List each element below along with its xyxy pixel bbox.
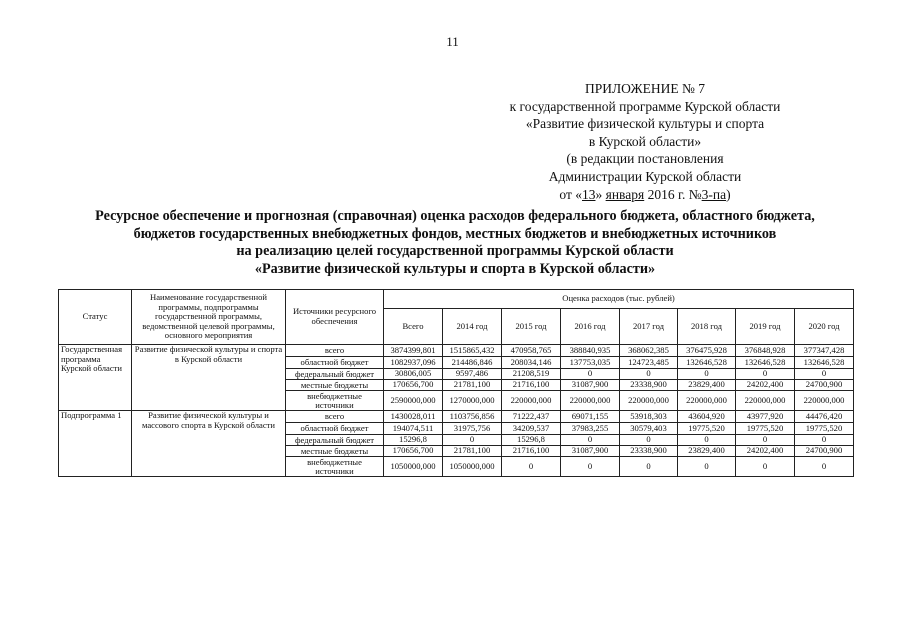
header-year: Всего bbox=[384, 309, 443, 345]
value-cell: 208034,146 bbox=[502, 357, 561, 369]
value-cell: 1515865,432 bbox=[443, 345, 502, 357]
source-cell: областной бюджет bbox=[286, 357, 384, 369]
status-cell: Государственная программа Курской области bbox=[59, 345, 132, 411]
header-year: 2019 год bbox=[736, 309, 795, 345]
source-cell: федеральный бюджет bbox=[286, 369, 384, 380]
header-year: 2014 год bbox=[443, 309, 502, 345]
value-cell: 0 bbox=[561, 457, 620, 477]
value-cell: 0 bbox=[561, 369, 620, 380]
value-cell: 23338,900 bbox=[620, 446, 678, 457]
value-cell: 0 bbox=[795, 457, 854, 477]
title-line: бюджетов государственных внебюджетных фондов, местных бюджетов и внебюджетных источников bbox=[133, 225, 777, 242]
value-cell: 24700,900 bbox=[795, 380, 854, 391]
header-source: Источники ресурсного обеспечения bbox=[286, 290, 384, 345]
value-cell: 0 bbox=[561, 435, 620, 446]
source-cell: местные бюджеты bbox=[286, 446, 384, 457]
date-suffix: ) bbox=[726, 186, 731, 202]
value-cell: 388840,935 bbox=[561, 345, 620, 357]
value-cell: 31087,900 bbox=[561, 446, 620, 457]
value-cell: 71222,437 bbox=[502, 411, 561, 423]
date-number: 3-па bbox=[701, 186, 727, 202]
value-cell: 0 bbox=[736, 369, 795, 380]
status-cell: Подпрограмма 1 bbox=[59, 411, 132, 477]
value-cell: 376475,928 bbox=[678, 345, 736, 357]
value-cell: 24202,400 bbox=[736, 380, 795, 391]
value-cell: 0 bbox=[443, 435, 502, 446]
value-cell: 0 bbox=[678, 435, 736, 446]
date-mid: » bbox=[595, 186, 606, 202]
value-cell: 1103756,856 bbox=[443, 411, 502, 423]
value-cell: 23829,400 bbox=[678, 446, 736, 457]
appendix-line: в Курской области» bbox=[588, 133, 702, 149]
value-cell: 34209,537 bbox=[502, 423, 561, 435]
value-cell: 220000,000 bbox=[502, 391, 561, 411]
value-cell: 1050000,000 bbox=[443, 457, 502, 477]
appendix-line: (в редакции постановления bbox=[566, 151, 724, 167]
value-cell: 0 bbox=[795, 369, 854, 380]
value-cell: 15296,8 bbox=[502, 435, 561, 446]
value-cell: 0 bbox=[736, 457, 795, 477]
value-cell: 0 bbox=[795, 435, 854, 446]
value-cell: 220000,000 bbox=[561, 391, 620, 411]
value-cell: 170656,700 bbox=[384, 380, 443, 391]
appendix-line: Администрации Курской области bbox=[548, 168, 742, 184]
value-cell: 44476,420 bbox=[795, 411, 854, 423]
appendix-line: «Развитие физической культуры и спорта bbox=[525, 116, 765, 132]
value-cell: 220000,000 bbox=[678, 391, 736, 411]
header-year: 2016 год bbox=[561, 309, 620, 345]
source-cell: внебюджетные источники bbox=[286, 391, 384, 411]
value-cell: 132646,528 bbox=[678, 357, 736, 369]
program-name-cell: Развитие физической культуры и массового спорта в Курской области bbox=[132, 411, 286, 477]
value-cell: 0 bbox=[736, 435, 795, 446]
value-cell: 132646,528 bbox=[795, 357, 854, 369]
value-cell: 470958,765 bbox=[502, 345, 561, 357]
title-line: Ресурсное обеспечение и прогнозная (справочная) оценка расходов федерального бюджета, областного бюджета, bbox=[95, 208, 815, 224]
title-line: «Развитие физической культуры и спорта в Курской области» bbox=[254, 260, 656, 277]
value-cell: 377347,428 bbox=[795, 345, 854, 357]
value-cell: 3874399,801 bbox=[384, 345, 443, 357]
value-cell: 21781,100 bbox=[443, 380, 502, 391]
value-cell: 19775,520 bbox=[736, 423, 795, 435]
table-row bbox=[59, 345, 854, 357]
value-cell: 0 bbox=[620, 435, 678, 446]
value-cell: 220000,000 bbox=[620, 391, 678, 411]
date-prefix: от « bbox=[559, 186, 582, 202]
header-year: 2020 год bbox=[795, 309, 854, 345]
page-number: 11 bbox=[446, 34, 459, 49]
value-cell: 0 bbox=[502, 457, 561, 477]
value-cell: 368062,385 bbox=[620, 345, 678, 357]
source-cell: всего bbox=[286, 345, 384, 357]
value-cell: 15296,8 bbox=[384, 435, 443, 446]
date-year: 2016 г. № bbox=[644, 186, 702, 202]
value-cell: 53918,303 bbox=[620, 411, 678, 423]
value-cell: 30806,005 bbox=[384, 369, 443, 380]
header-year: 2017 год bbox=[620, 309, 678, 345]
value-cell: 37983,255 bbox=[561, 423, 620, 435]
value-cell: 31087,900 bbox=[561, 380, 620, 391]
value-cell: 19775,520 bbox=[678, 423, 736, 435]
value-cell: 24202,400 bbox=[736, 446, 795, 457]
value-cell: 220000,000 bbox=[736, 391, 795, 411]
value-cell: 1430028,011 bbox=[384, 411, 443, 423]
appendix-header bbox=[450, 80, 840, 203]
resource-table bbox=[58, 289, 854, 477]
value-cell: 1270000,000 bbox=[443, 391, 502, 411]
value-cell: 21781,100 bbox=[443, 446, 502, 457]
header-status: Статус bbox=[59, 290, 132, 345]
value-cell: 2590000,000 bbox=[384, 391, 443, 411]
value-cell: 24700,900 bbox=[795, 446, 854, 457]
value-cell: 21716,100 bbox=[502, 380, 561, 391]
date-day: 13 bbox=[582, 186, 596, 202]
header-year: 2015 год bbox=[502, 309, 561, 345]
value-cell: 214486,846 bbox=[443, 357, 502, 369]
appendix-date bbox=[450, 186, 840, 204]
value-cell: 19775,520 bbox=[795, 423, 854, 435]
value-cell: 23338,900 bbox=[620, 380, 678, 391]
date-month: января bbox=[605, 186, 645, 202]
value-cell: 69071,155 bbox=[561, 411, 620, 423]
value-cell: 43604,920 bbox=[678, 411, 736, 423]
source-cell: внебюджетные источники bbox=[286, 457, 384, 477]
title-line: на реализацию целей государственной программы Курской области bbox=[236, 243, 674, 259]
table-row bbox=[59, 411, 854, 423]
value-cell: 0 bbox=[678, 457, 736, 477]
appendix-line: к государственной программе Курской области bbox=[509, 98, 781, 114]
header-year: 2018 год bbox=[678, 309, 736, 345]
value-cell: 0 bbox=[620, 457, 678, 477]
value-cell: 0 bbox=[678, 369, 736, 380]
value-cell: 132646,528 bbox=[736, 357, 795, 369]
value-cell: 220000,000 bbox=[795, 391, 854, 411]
header-estimate: Оценка расходов (тыс. рублей) bbox=[384, 290, 854, 309]
value-cell: 1082937,096 bbox=[384, 357, 443, 369]
value-cell: 43977,920 bbox=[736, 411, 795, 423]
value-cell: 137753,035 bbox=[561, 357, 620, 369]
source-cell: всего bbox=[286, 411, 384, 423]
value-cell: 31975,756 bbox=[443, 423, 502, 435]
appendix-title: ПРИЛОЖЕНИЕ № 7 bbox=[584, 81, 706, 96]
value-cell: 30579,403 bbox=[620, 423, 678, 435]
value-cell: 170656,700 bbox=[384, 446, 443, 457]
value-cell: 21208,519 bbox=[502, 369, 561, 380]
header-name: Наименование государственной программы, подпрограммы государственной программы, ведомственной целевой программы, основного мероприятия bbox=[132, 290, 286, 345]
source-cell: местные бюджеты bbox=[286, 380, 384, 391]
value-cell: 376848,928 bbox=[736, 345, 795, 357]
source-cell: областной бюджет bbox=[286, 423, 384, 435]
value-cell: 1050000,000 bbox=[384, 457, 443, 477]
source-cell: федеральный бюджет bbox=[286, 435, 384, 446]
value-cell: 21716,100 bbox=[502, 446, 561, 457]
program-name-cell: Развитие физической культуры и спорта в Курской области bbox=[132, 345, 286, 411]
document-title bbox=[40, 208, 870, 278]
value-cell: 9597,486 bbox=[443, 369, 502, 380]
value-cell: 194074,511 bbox=[384, 423, 443, 435]
value-cell: 124723,485 bbox=[620, 357, 678, 369]
value-cell: 0 bbox=[620, 369, 678, 380]
value-cell: 23829,400 bbox=[678, 380, 736, 391]
